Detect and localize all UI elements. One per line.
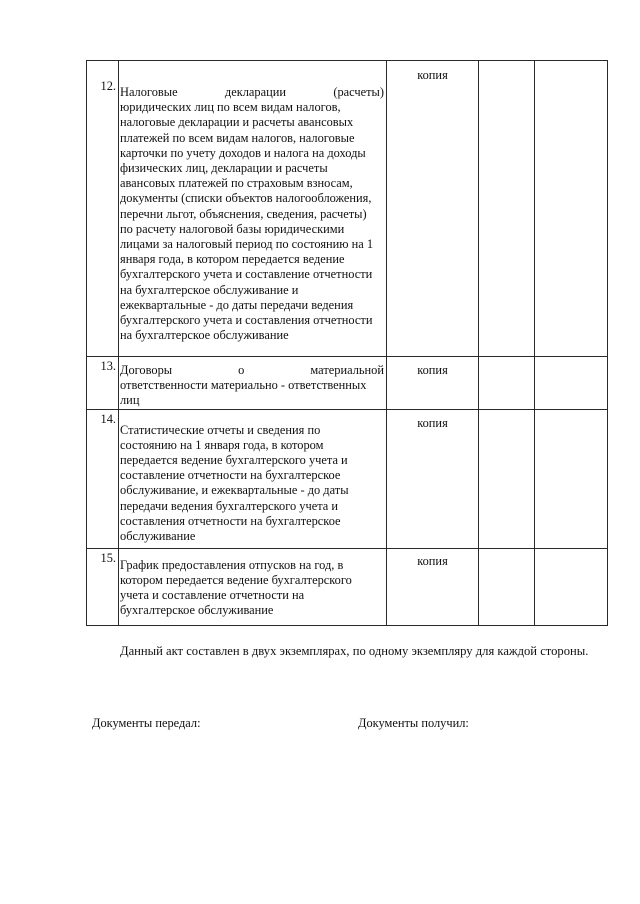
- row-number: 12.: [87, 61, 119, 357]
- document-name-line: обслуживание, и ежеквартальные - до даты: [120, 483, 349, 498]
- document-name-line: физических лиц, декларации и расчеты: [120, 161, 328, 176]
- document-type: копия: [387, 548, 479, 625]
- document-name-line: карточки по учету доходов и налога на доходы: [120, 145, 366, 160]
- document-name-line: ответственности материально - ответственных: [120, 378, 367, 393]
- document-name-line: обслуживание: [120, 529, 196, 544]
- empty-cell: [479, 357, 535, 410]
- document-type: копия: [387, 357, 479, 410]
- document-name-line: бухгалтерское обслуживание: [120, 603, 274, 618]
- document-name-line: составление отчетности на бухгалтерское: [120, 468, 341, 483]
- empty-cell: [479, 61, 535, 357]
- empty-cell: [535, 409, 608, 548]
- empty-cell: [535, 61, 608, 357]
- table-row: [87, 548, 608, 625]
- document-name-line: Налоговые декларации (расчеты): [120, 85, 384, 99]
- document-name-line: передачи ведения бухгалтерского учета и: [120, 498, 338, 513]
- document-name-line: передается ведение бухгалтерского учета и: [120, 453, 348, 468]
- document-type: копия: [387, 61, 479, 357]
- document-name-line: Договоры о материальной: [120, 363, 384, 377]
- empty-cell: [535, 357, 608, 410]
- document-name: [119, 548, 387, 625]
- document-name-line: юридических лиц по всем видам налогов,: [120, 100, 341, 115]
- documents-table: [86, 60, 608, 626]
- document-name-line: бухгалтерского учета и составление отчетности: [120, 267, 373, 282]
- document-name-line: января года, в котором передается ведение: [120, 252, 345, 267]
- document-name-line: учета и составление отчетности на: [120, 588, 305, 603]
- document-name-line: бухгалтерского учета и составления отчетности: [120, 313, 373, 328]
- document-name-line: ежеквартальные - до даты передачи ведения: [120, 297, 354, 312]
- document-name-line: на бухгалтерское обслуживание: [120, 328, 289, 343]
- document-type: копия: [387, 409, 479, 548]
- document-name-line: состоянию на 1 января года, в котором: [120, 437, 324, 452]
- row-number: 14.: [87, 409, 119, 548]
- document-name-line: лиц: [120, 393, 140, 408]
- sender-signature-label: Документы передал:: [92, 716, 201, 730]
- empty-cell: [535, 548, 608, 625]
- document-name: [119, 357, 387, 410]
- document-name-line: составления отчетности на бухгалтерское: [120, 513, 341, 528]
- document-name-line: по расчету налоговой базы юридическими: [120, 221, 345, 236]
- row-number: 15.: [87, 548, 119, 625]
- document-name-line: платежей по всем видам налогов, налоговые: [120, 130, 355, 145]
- document-name-line: перечни льгот, объяснения, сведения, расчеты): [120, 206, 367, 221]
- closing-statement: Данный акт составлен в двух экземплярах, по одному экземпляру для каждой стороны.: [120, 644, 589, 658]
- empty-cell: [479, 409, 535, 548]
- table-row: [87, 61, 608, 357]
- document-name-line: авансовых платежей по страховым взносам,: [120, 176, 353, 191]
- empty-cell: [479, 548, 535, 625]
- document-name-line: на бухгалтерское обслуживание и: [120, 282, 299, 297]
- document-name: [119, 61, 387, 357]
- document-name-line: График предоставления отпусков на год, в: [120, 557, 344, 572]
- document-name-line: налоговые декларации и расчеты авансовых: [120, 115, 354, 130]
- document-name-line: котором передается ведение бухгалтерского: [120, 572, 352, 587]
- table-row: [87, 409, 608, 548]
- document-name-line: лицами за налоговый период по состоянию на 1: [120, 237, 374, 252]
- row-number: 13.: [87, 357, 119, 410]
- document-name-line: документы (списки объектов налогообложения,: [120, 191, 372, 206]
- receiver-signature-label: Документы получил:: [358, 716, 469, 730]
- document-name: [119, 409, 387, 548]
- document-name-line: Статистические отчеты и сведения по: [120, 422, 321, 437]
- table-row: [87, 357, 608, 410]
